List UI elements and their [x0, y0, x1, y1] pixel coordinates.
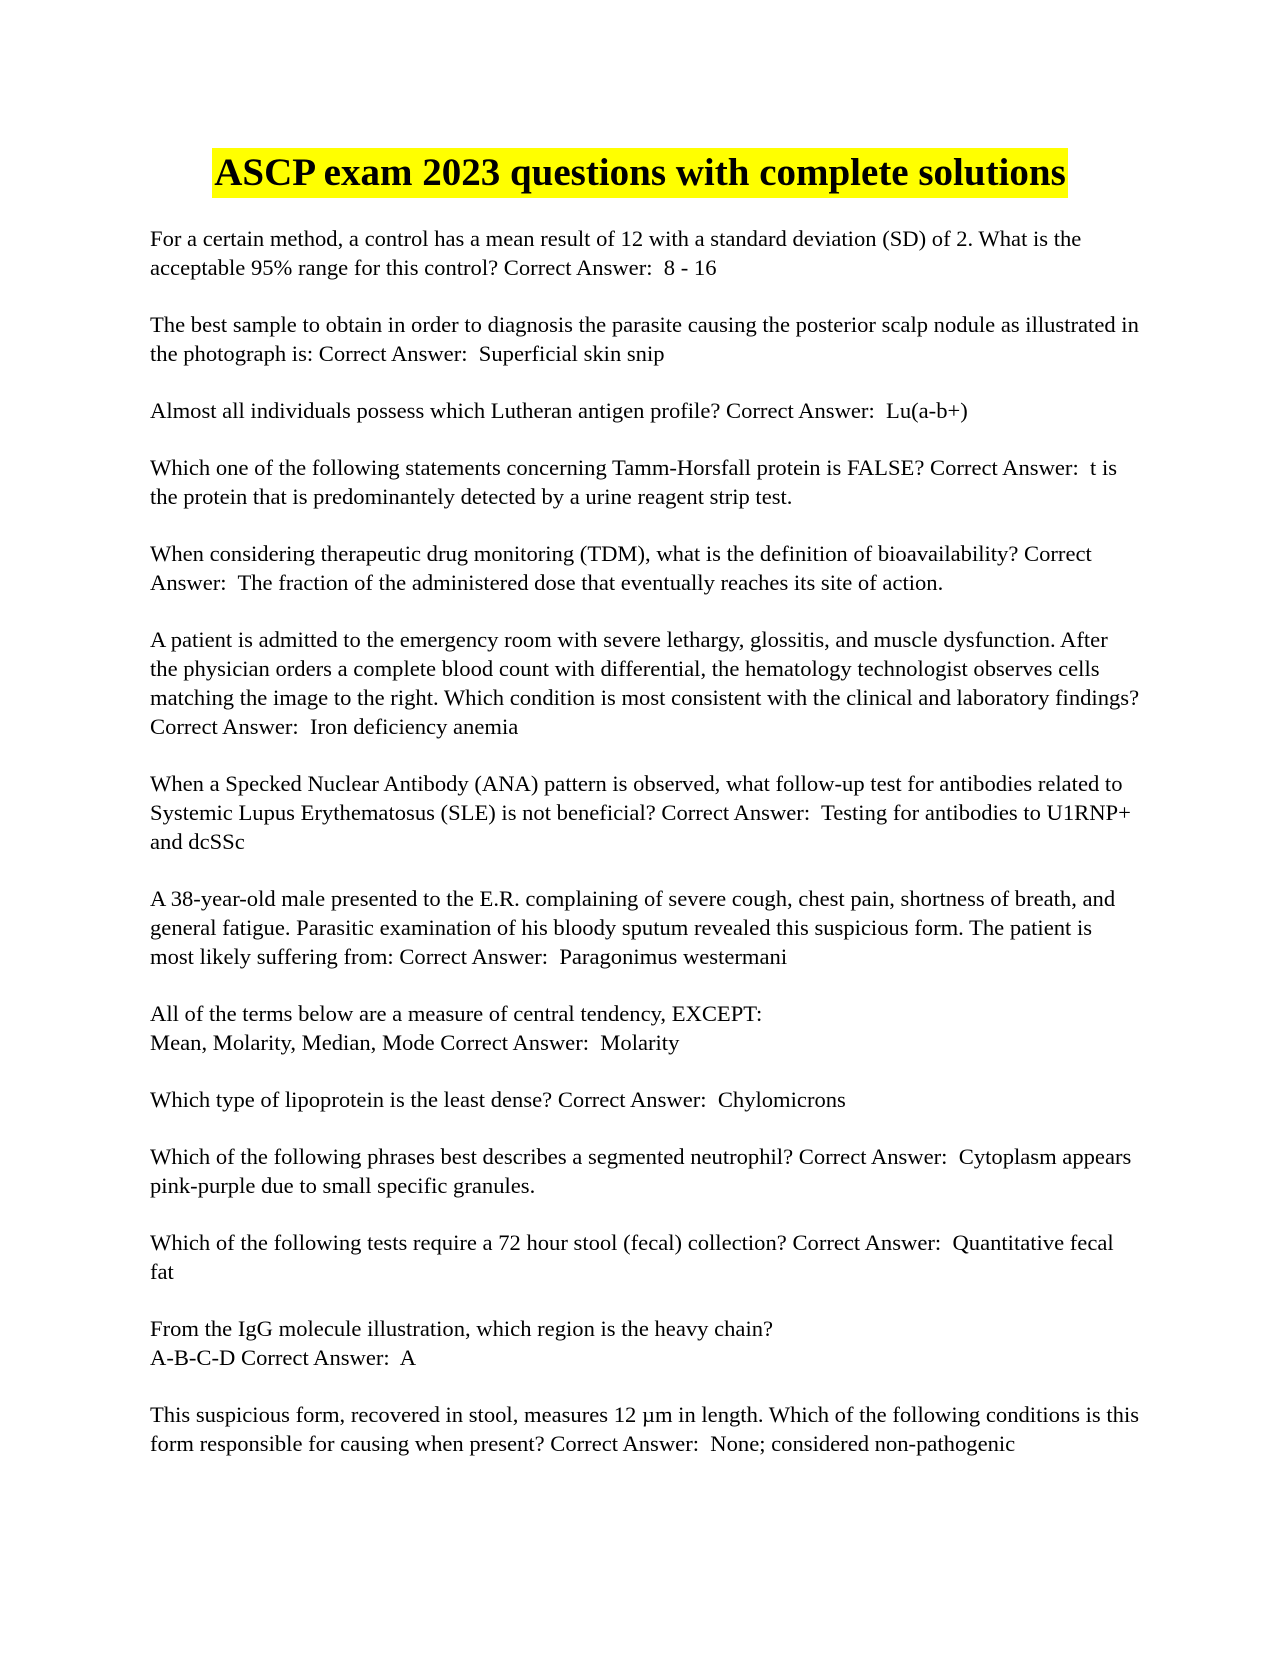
- question-answer-item: A patient is admitted to the emergency room with severe lethargy, glossitis, and muscle dysfunction. After the physician orders a complete blood count with differential, the hematology technologist observes cells matching the image to the right. Which condition is most consistent with the clinical and laboratory findings? Correct Answer: Iron deficiency anemia: [150, 627, 1145, 739]
- question-answer-item: For a certain method, a control has a mean result of 12 with a standard deviation (SD) of 2. What is the acceptable 95% range for this control? Correct Answer: 8 - 16: [150, 226, 1087, 280]
- question-answer-list: [150, 224, 1145, 1486]
- question-answer-item: Which one of the following statements concerning Tamm-Horsfall protein is FALSE? Correct Answer: t is the protein that is predominantely detected by a urine reagent strip test.: [150, 455, 1123, 509]
- question-answer-item: From the IgG molecule illustration, which region is the heavy chain? A-B-C-D Correct Answer: A: [150, 1316, 774, 1370]
- question-answer-item: Almost all individuals possess which Lutheran antigen profile? Correct Answer: Lu(a-b+): [150, 398, 968, 423]
- question-answer-item: Which of the following tests require a 72 hour stool (fecal) collection? Correct Answer: Quantitative fecal fat: [150, 1230, 1120, 1284]
- question-answer-item: When considering therapeutic drug monitoring (TDM), what is the definition of bioavailability? Correct Answer: The fraction of the administered dose that eventually reaches its site of action.: [150, 541, 1097, 595]
- question-answer-item: When a Specked Nuclear Antibody (ANA) pattern is observed, what follow-up test for antibodies related to Systemic Lupus Erythematosus (SLE) is not beneficial? Correct Answer: Testing for antibodies to U1RNP+ and dcSSc: [150, 771, 1137, 854]
- question-answer-item: This suspicious form, recovered in stool, measures 12 µm in length. Which of the following conditions is this form responsible for causing when present? Correct Answer: None; considered non-pathogenic: [150, 1402, 1145, 1456]
- title-container: [0, 148, 1280, 198]
- question-answer-item: A 38-year-old male presented to the E.R. complaining of severe cough, chest pain, shortness of breath, and general fatigue. Parasitic examination of his bloody sputum revealed this suspicious form. The patient is most likely suffering from: Correct Answer: Paragonimus westermani: [150, 886, 1121, 969]
- question-answer-item: Which of the following phrases best describes a segmented neutrophil? Correct Answer: Cytoplasm appears pink-purple due to small specific granules.: [150, 1144, 1137, 1198]
- page-title: ASCP exam 2023 questions with complete solutions: [212, 148, 1068, 198]
- question-answer-item: All of the terms below are a measure of central tendency, EXCEPT: Mean, Molarity, Median, Mode Correct Answer: Molarity: [150, 1001, 763, 1055]
- question-answer-item: Which type of lipoprotein is the least dense? Correct Answer: Chylomicrons: [150, 1087, 846, 1112]
- question-answer-item: The best sample to obtain in order to diagnosis the parasite causing the posterior scalp nodule as illustrated in the photograph is: Correct Answer: Superficial skin snip: [150, 312, 1145, 366]
